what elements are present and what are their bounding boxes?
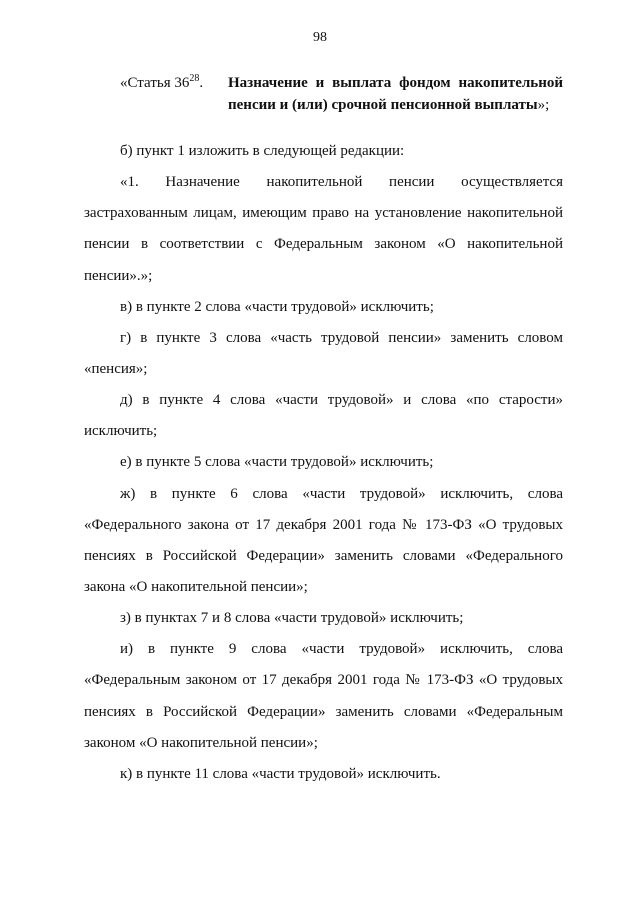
paragraph-v-point-2 bbox=[84, 292, 563, 323]
paragraph-b-point-1 bbox=[84, 136, 563, 167]
article-heading bbox=[120, 72, 563, 116]
paragraph-i-point-9 bbox=[84, 634, 563, 759]
article-reference bbox=[120, 72, 203, 94]
text-line: пенсии в соответствии с Федеральным законом «О накопительной bbox=[84, 236, 563, 253]
text-line: застрахованным лицам, имеющим право на установление накопительной bbox=[84, 205, 563, 222]
paragraph-quoted-point-1 bbox=[84, 167, 563, 292]
text-line: «Федерального закона от 17 декабря 2001 года № 173-ФЗ «О трудовых bbox=[84, 516, 563, 533]
text-line: г) в пункте 3 слова «часть трудовой пенсии» заменить словом bbox=[120, 329, 563, 346]
text-line: д) в пункте 4 слова «части трудовой» и слова «по старости» bbox=[120, 392, 563, 409]
article-title-line-2 bbox=[228, 94, 563, 116]
page-number: 98 bbox=[313, 30, 327, 45]
text-line: и) в пункте 9 слова «части трудовой» исключить, слова bbox=[120, 641, 563, 658]
text-line: «1. Назначение накопительной пенсии осуществляется bbox=[120, 174, 563, 191]
paragraph-k-point-11 bbox=[84, 759, 563, 790]
text-line: к) в пункте 11 слова «части трудовой» исключить. bbox=[120, 765, 441, 782]
text-line: «Федеральным законом от 17 декабря 2001 года № 173-ФЗ «О трудовых bbox=[84, 672, 563, 689]
amendment-text bbox=[84, 136, 563, 790]
text-line: е) в пункте 5 слова «части трудовой» исключить; bbox=[120, 454, 434, 471]
text-line: пенсиях в Российской Федерации» заменить словами «Федерального bbox=[84, 547, 563, 564]
text-line: б) пункт 1 изложить в следующей редакции: bbox=[120, 143, 405, 159]
paragraph-z-points-7-8 bbox=[84, 603, 563, 634]
article-reference-suffix: . bbox=[199, 75, 204, 91]
paragraph-d-point-4 bbox=[84, 385, 563, 447]
text-line: пенсии».»; bbox=[84, 267, 153, 284]
article-title-line-1: Назначение и выплата фондом накопительной bbox=[228, 75, 563, 91]
text-line: пенсиях в Российской Федерации» заменить словами «Федеральным bbox=[84, 703, 563, 720]
text-line: закона «О накопительной пенсии»; bbox=[84, 578, 308, 595]
text-line: исключить; bbox=[84, 423, 158, 440]
text-line: ж) в пункте 6 слова «части трудовой» исключить, слова bbox=[120, 485, 563, 502]
article-title bbox=[228, 72, 563, 116]
text-line: в) в пункте 2 слова «части трудовой» исключить; bbox=[120, 298, 434, 315]
article-number-superscript: 28 bbox=[189, 73, 200, 84]
paragraph-zh-point-6 bbox=[84, 479, 563, 604]
article-title-line-2-text: пенсии и (или) срочной пенсионной выплаты bbox=[228, 97, 538, 113]
text-line: «пенсия»; bbox=[84, 360, 148, 377]
article-title-closing-quote: »; bbox=[537, 97, 550, 113]
article-reference-prefix: «Статья 36 bbox=[120, 75, 190, 91]
text-line: з) в пунктах 7 и 8 слова «части трудовой» исключить; bbox=[120, 610, 464, 627]
paragraph-g-point-3 bbox=[84, 323, 563, 385]
text-line: законом «О накопительной пенсии»; bbox=[84, 734, 318, 751]
paragraph-e-point-5 bbox=[84, 447, 563, 478]
